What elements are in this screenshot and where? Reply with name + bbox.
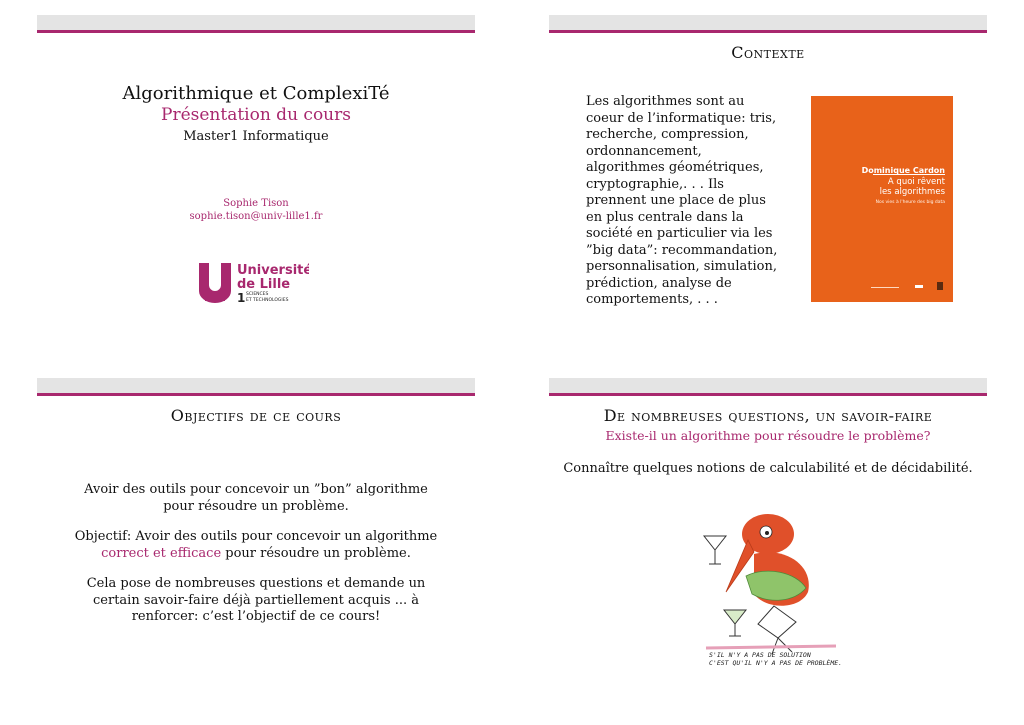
- slide-header-bar: [37, 378, 475, 393]
- author-email: sophie.tison@univ-lille1.fr: [189, 211, 323, 222]
- presentation-subtitle: Présentation du cours: [161, 105, 351, 125]
- cartoon-caption: [709, 651, 859, 667]
- slide-accent-line: [549, 30, 987, 33]
- book-title-line-2: les algorithmes: [879, 187, 945, 197]
- slide-accent-line: [37, 393, 475, 396]
- presentation-program: Master1 Informatique: [183, 129, 329, 144]
- slide-header-bar: [37, 15, 475, 30]
- author-block: [37, 197, 475, 223]
- cartoon-caption-line-2: C'EST QU'IL N'Y A PAS DE PROBLÈME.: [709, 659, 843, 667]
- logo-line-2: de Lille: [237, 277, 291, 292]
- slide-accent-line: [549, 393, 987, 396]
- logo-line-3: SCIENCES: [246, 292, 269, 297]
- presentation-title: Algorithmique et ComplexiTé: [122, 83, 390, 104]
- slide-subtitle: Existe-il un algorithme pour résoudre le problème?: [605, 428, 931, 443]
- book-author: Dominique Cardon: [861, 166, 945, 175]
- slide-title: Objectifs de ce cours: [170, 406, 342, 425]
- objective-paragraph-3: Cela pose de nombreuses questions et demande un certain savoir-faire déjà partiellement acquis ... à renforcer: c’est l’objectif de ce cours!: [86, 576, 426, 624]
- slide-accent-line: [37, 30, 475, 33]
- slide-questions: [549, 378, 987, 698]
- objective-highlight: correct et efficace: [101, 545, 222, 561]
- author-name: Sophie Tison: [223, 198, 289, 209]
- slide-title: Contexte: [731, 43, 805, 62]
- university-logo: [199, 263, 309, 307]
- logo-line-4: ET TECHNOLOGIES: [246, 298, 289, 303]
- book-publisher-icon: [871, 282, 947, 290]
- logo-line-1: Université: [237, 263, 309, 278]
- slide-header-bar: [549, 15, 987, 30]
- objective-text-after: pour résoudre un problème.: [221, 545, 411, 561]
- book-cover: [811, 96, 953, 302]
- book-title: [880, 177, 945, 197]
- book-title-line-1: A quoi rêvent: [887, 177, 945, 187]
- cartoon-caption-line-1: S'IL N'Y A PAS DE SOLUTION: [709, 651, 811, 659]
- objective-paragraph-2: [67, 529, 445, 562]
- slide-header-bar: [549, 378, 987, 393]
- context-text: Les algorithmes sont au coeur de l’informatique: tris, recherche, compression, ordonnancement, algorithmes géométriques, cryptographie,. . . Ils prennent une place de plus en plus centrale dans la société en particulier via les ”big data”: recommandation, personnalisation, simulation, prédiction, analyse de comportements, . . .: [586, 94, 778, 307]
- slide-context: [549, 15, 987, 335]
- slide-objectives: [37, 378, 475, 698]
- objective-text-before: Objectif: Avoir des outils pour concevoir un algorithme: [74, 529, 438, 544]
- slide-statement: Connaître quelques notions de calculabilité et de décidabilité.: [563, 461, 973, 476]
- slide-title: [37, 15, 475, 335]
- logo-number: 1: [237, 291, 246, 305]
- book-subtitle: Nos vies à l'heure des big data: [875, 200, 945, 205]
- university-logo-icon: [199, 263, 309, 307]
- slide-title: De nombreuses questions, un savoir-faire: [603, 406, 933, 425]
- objective-paragraph-1: Avoir des outils pour concevoir un ”bon” algorithme pour résoudre un problème.: [84, 482, 428, 514]
